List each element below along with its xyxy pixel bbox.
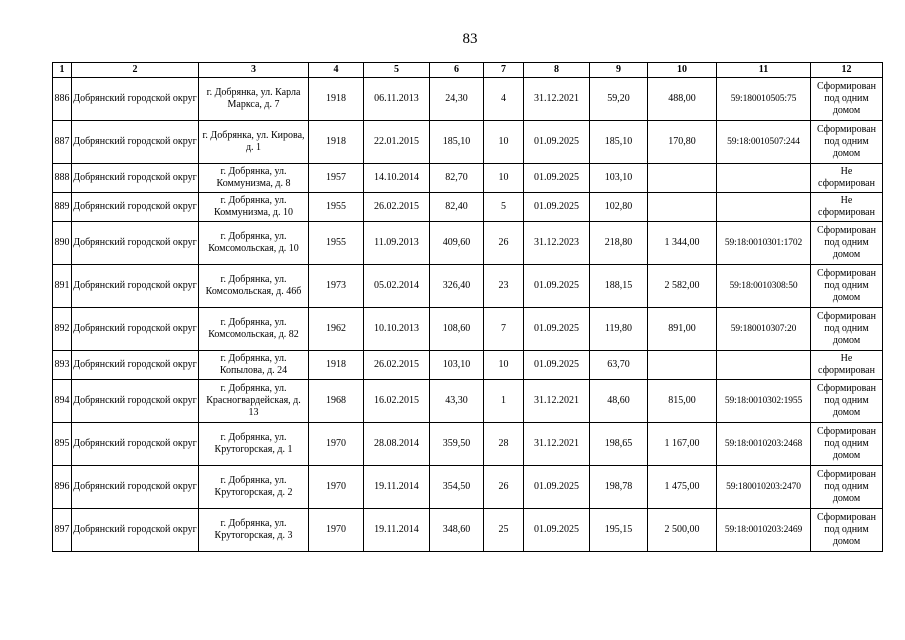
- year-cell: 1918: [309, 351, 364, 380]
- count-cell: 10: [484, 121, 524, 164]
- year-cell: 1955: [309, 222, 364, 265]
- col-header: 5: [364, 63, 430, 78]
- deadline-cell: 31.12.2021: [524, 423, 590, 466]
- year-cell: 1918: [309, 121, 364, 164]
- value-cell: 218,80: [590, 222, 648, 265]
- row-number: 892: [53, 308, 72, 351]
- deadline-cell: 01.09.2025: [524, 193, 590, 222]
- value-cell: 63,70: [590, 351, 648, 380]
- row-number: 887: [53, 121, 72, 164]
- row-number: 894: [53, 380, 72, 423]
- cadastral-number-cell: [717, 164, 811, 193]
- year-cell: 1962: [309, 308, 364, 351]
- table-row: [53, 222, 883, 265]
- table-row: [53, 265, 883, 308]
- date-cell: 19.11.2014: [364, 466, 430, 509]
- date-cell: 28.08.2014: [364, 423, 430, 466]
- deadline-cell: 31.12.2023: [524, 222, 590, 265]
- count-cell: 10: [484, 351, 524, 380]
- col-header: 4: [309, 63, 364, 78]
- col-header: 2: [72, 63, 199, 78]
- value-cell: 103,10: [590, 164, 648, 193]
- year-cell: 1970: [309, 509, 364, 552]
- area-cell: 108,60: [430, 308, 484, 351]
- district-cell: Добрянский городской округ: [72, 308, 199, 351]
- land-area-cell: 1 344,00: [648, 222, 717, 265]
- cadastral-number-cell: [717, 193, 811, 222]
- count-cell: 1: [484, 380, 524, 423]
- cadastral-number-cell: 59:18:0010301:1702: [717, 222, 811, 265]
- deadline-cell: 01.09.2025: [524, 308, 590, 351]
- row-number: 889: [53, 193, 72, 222]
- col-header: 12: [811, 63, 883, 78]
- year-cell: 1970: [309, 466, 364, 509]
- district-cell: Добрянский городской округ: [72, 380, 199, 423]
- district-cell: Добрянский городской округ: [72, 121, 199, 164]
- year-cell: 1957: [309, 164, 364, 193]
- district-cell: Добрянский городской округ: [72, 193, 199, 222]
- table-row: [53, 193, 883, 222]
- table-row: [53, 351, 883, 380]
- col-header: 11: [717, 63, 811, 78]
- row-number: 888: [53, 164, 72, 193]
- status-cell: Сформирован под одним домом: [811, 466, 883, 509]
- district-cell: Добрянский городской округ: [72, 509, 199, 552]
- deadline-cell: 31.12.2021: [524, 78, 590, 121]
- area-cell: 326,40: [430, 265, 484, 308]
- value-cell: 48,60: [590, 380, 648, 423]
- cadastral-number-cell: 59:18:0010302:1955: [717, 380, 811, 423]
- address-cell: г. Добрянка, ул. Кирова, д. 1: [199, 121, 309, 164]
- table-row: [53, 509, 883, 552]
- status-cell: Не сформирован: [811, 351, 883, 380]
- count-cell: 28: [484, 423, 524, 466]
- status-cell: Сформирован под одним домом: [811, 265, 883, 308]
- deadline-cell: 01.09.2025: [524, 265, 590, 308]
- row-number: 895: [53, 423, 72, 466]
- value-cell: 195,15: [590, 509, 648, 552]
- status-cell: Сформирован под одним домом: [811, 308, 883, 351]
- status-cell: Сформирован под одним домом: [811, 222, 883, 265]
- area-cell: 82,70: [430, 164, 484, 193]
- value-cell: 119,80: [590, 308, 648, 351]
- district-cell: Добрянский городской округ: [72, 164, 199, 193]
- district-cell: Добрянский городской округ: [72, 222, 199, 265]
- count-cell: 25: [484, 509, 524, 552]
- area-cell: 82,40: [430, 193, 484, 222]
- land-area-cell: 2 500,00: [648, 509, 717, 552]
- date-cell: 26.02.2015: [364, 351, 430, 380]
- status-cell: Не сформирован: [811, 193, 883, 222]
- area-cell: 24,30: [430, 78, 484, 121]
- land-area-cell: 1 167,00: [648, 423, 717, 466]
- value-cell: 102,80: [590, 193, 648, 222]
- land-area-cell: 815,00: [648, 380, 717, 423]
- value-cell: 185,10: [590, 121, 648, 164]
- value-cell: 198,78: [590, 466, 648, 509]
- count-cell: 26: [484, 466, 524, 509]
- count-cell: 4: [484, 78, 524, 121]
- col-header: 8: [524, 63, 590, 78]
- cadastral-number-cell: 59:180010203:2470: [717, 466, 811, 509]
- year-cell: 1973: [309, 265, 364, 308]
- date-cell: 26.02.2015: [364, 193, 430, 222]
- status-cell: Сформирован под одним домом: [811, 78, 883, 121]
- area-cell: 359,50: [430, 423, 484, 466]
- table-row: [53, 466, 883, 509]
- row-number: 886: [53, 78, 72, 121]
- land-area-cell: 1 475,00: [648, 466, 717, 509]
- address-cell: г. Добрянка, ул. Комсомольская, д. 46б: [199, 265, 309, 308]
- status-cell: Сформирован под одним домом: [811, 121, 883, 164]
- address-cell: г. Добрянка, ул. Красногвардейская, д. 13: [199, 380, 309, 423]
- date-cell: 19.11.2014: [364, 509, 430, 552]
- cadastral-number-cell: [717, 351, 811, 380]
- district-cell: Добрянский городской округ: [72, 466, 199, 509]
- count-cell: 23: [484, 265, 524, 308]
- area-cell: 103,10: [430, 351, 484, 380]
- cadastral-number-cell: 59:180010307:20: [717, 308, 811, 351]
- col-header: 9: [590, 63, 648, 78]
- table-row: [53, 380, 883, 423]
- table-row: [53, 164, 883, 193]
- cadastral-number-cell: 59:18:0010203:2469: [717, 509, 811, 552]
- table-row: [53, 423, 883, 466]
- status-cell: Сформирован под одним домом: [811, 380, 883, 423]
- row-number: 893: [53, 351, 72, 380]
- deadline-cell: 01.09.2025: [524, 351, 590, 380]
- address-cell: г. Добрянка, ул. Коммунизма, д. 8: [199, 164, 309, 193]
- land-area-cell: 891,00: [648, 308, 717, 351]
- table-row: [53, 308, 883, 351]
- date-cell: 14.10.2014: [364, 164, 430, 193]
- year-cell: 1955: [309, 193, 364, 222]
- status-cell: Сформирован под одним домом: [811, 509, 883, 552]
- value-cell: 59,20: [590, 78, 648, 121]
- district-cell: Добрянский городской округ: [72, 78, 199, 121]
- row-number: 896: [53, 466, 72, 509]
- date-cell: 22.01.2015: [364, 121, 430, 164]
- row-number: 897: [53, 509, 72, 552]
- col-header: 3: [199, 63, 309, 78]
- address-cell: г. Добрянка, ул. Коммунизма, д. 10: [199, 193, 309, 222]
- year-cell: 1970: [309, 423, 364, 466]
- table-row: [53, 78, 883, 121]
- header-row: [53, 63, 883, 78]
- deadline-cell: 01.09.2025: [524, 164, 590, 193]
- count-cell: 7: [484, 308, 524, 351]
- col-header: 7: [484, 63, 524, 78]
- address-cell: г. Добрянка, ул. Копылова, д. 24: [199, 351, 309, 380]
- land-area-cell: [648, 351, 717, 380]
- col-header: 6: [430, 63, 484, 78]
- land-area-cell: [648, 164, 717, 193]
- address-cell: г. Добрянка, ул. Крутогорская, д. 2: [199, 466, 309, 509]
- land-area-cell: 170,80: [648, 121, 717, 164]
- date-cell: 05.02.2014: [364, 265, 430, 308]
- table-row: [53, 121, 883, 164]
- deadline-cell: 01.09.2025: [524, 466, 590, 509]
- land-area-cell: 2 582,00: [648, 265, 717, 308]
- address-cell: г. Добрянка, ул. Крутогорская, д. 3: [199, 509, 309, 552]
- count-cell: 5: [484, 193, 524, 222]
- date-cell: 10.10.2013: [364, 308, 430, 351]
- housing-registry-table: [52, 62, 883, 552]
- district-cell: Добрянский городской округ: [72, 351, 199, 380]
- area-cell: 43,30: [430, 380, 484, 423]
- status-cell: Не сформирован: [811, 164, 883, 193]
- status-cell: Сформирован под одним домом: [811, 423, 883, 466]
- deadline-cell: 01.09.2025: [524, 509, 590, 552]
- address-cell: г. Добрянка, ул. Карла Маркса, д. 7: [199, 78, 309, 121]
- address-cell: г. Добрянка, ул. Комсомольская, д. 82: [199, 308, 309, 351]
- year-cell: 1918: [309, 78, 364, 121]
- land-area-cell: [648, 193, 717, 222]
- deadline-cell: 01.09.2025: [524, 121, 590, 164]
- land-area-cell: 488,00: [648, 78, 717, 121]
- area-cell: 348,60: [430, 509, 484, 552]
- area-cell: 409,60: [430, 222, 484, 265]
- date-cell: 06.11.2013: [364, 78, 430, 121]
- date-cell: 11.09.2013: [364, 222, 430, 265]
- district-cell: Добрянский городской округ: [72, 265, 199, 308]
- cadastral-number-cell: 59:18:0010507:244: [717, 121, 811, 164]
- value-cell: 188,15: [590, 265, 648, 308]
- col-header: 10: [648, 63, 717, 78]
- row-number: 891: [53, 265, 72, 308]
- address-cell: г. Добрянка, ул. Крутогорская, д. 1: [199, 423, 309, 466]
- deadline-cell: 31.12.2021: [524, 380, 590, 423]
- date-cell: 16.02.2015: [364, 380, 430, 423]
- count-cell: 26: [484, 222, 524, 265]
- cadastral-number-cell: 59:180010505:75: [717, 78, 811, 121]
- address-cell: г. Добрянка, ул. Комсомольская, д. 10: [199, 222, 309, 265]
- col-header: 1: [53, 63, 72, 78]
- district-cell: Добрянский городской округ: [72, 423, 199, 466]
- cadastral-number-cell: 59:18:0010203:2468: [717, 423, 811, 466]
- count-cell: 10: [484, 164, 524, 193]
- year-cell: 1968: [309, 380, 364, 423]
- row-number: 890: [53, 222, 72, 265]
- area-cell: 354,50: [430, 466, 484, 509]
- value-cell: 198,65: [590, 423, 648, 466]
- page-number: 83: [462, 31, 478, 47]
- area-cell: 185,10: [430, 121, 484, 164]
- cadastral-number-cell: 59:18:0010308:50: [717, 265, 811, 308]
